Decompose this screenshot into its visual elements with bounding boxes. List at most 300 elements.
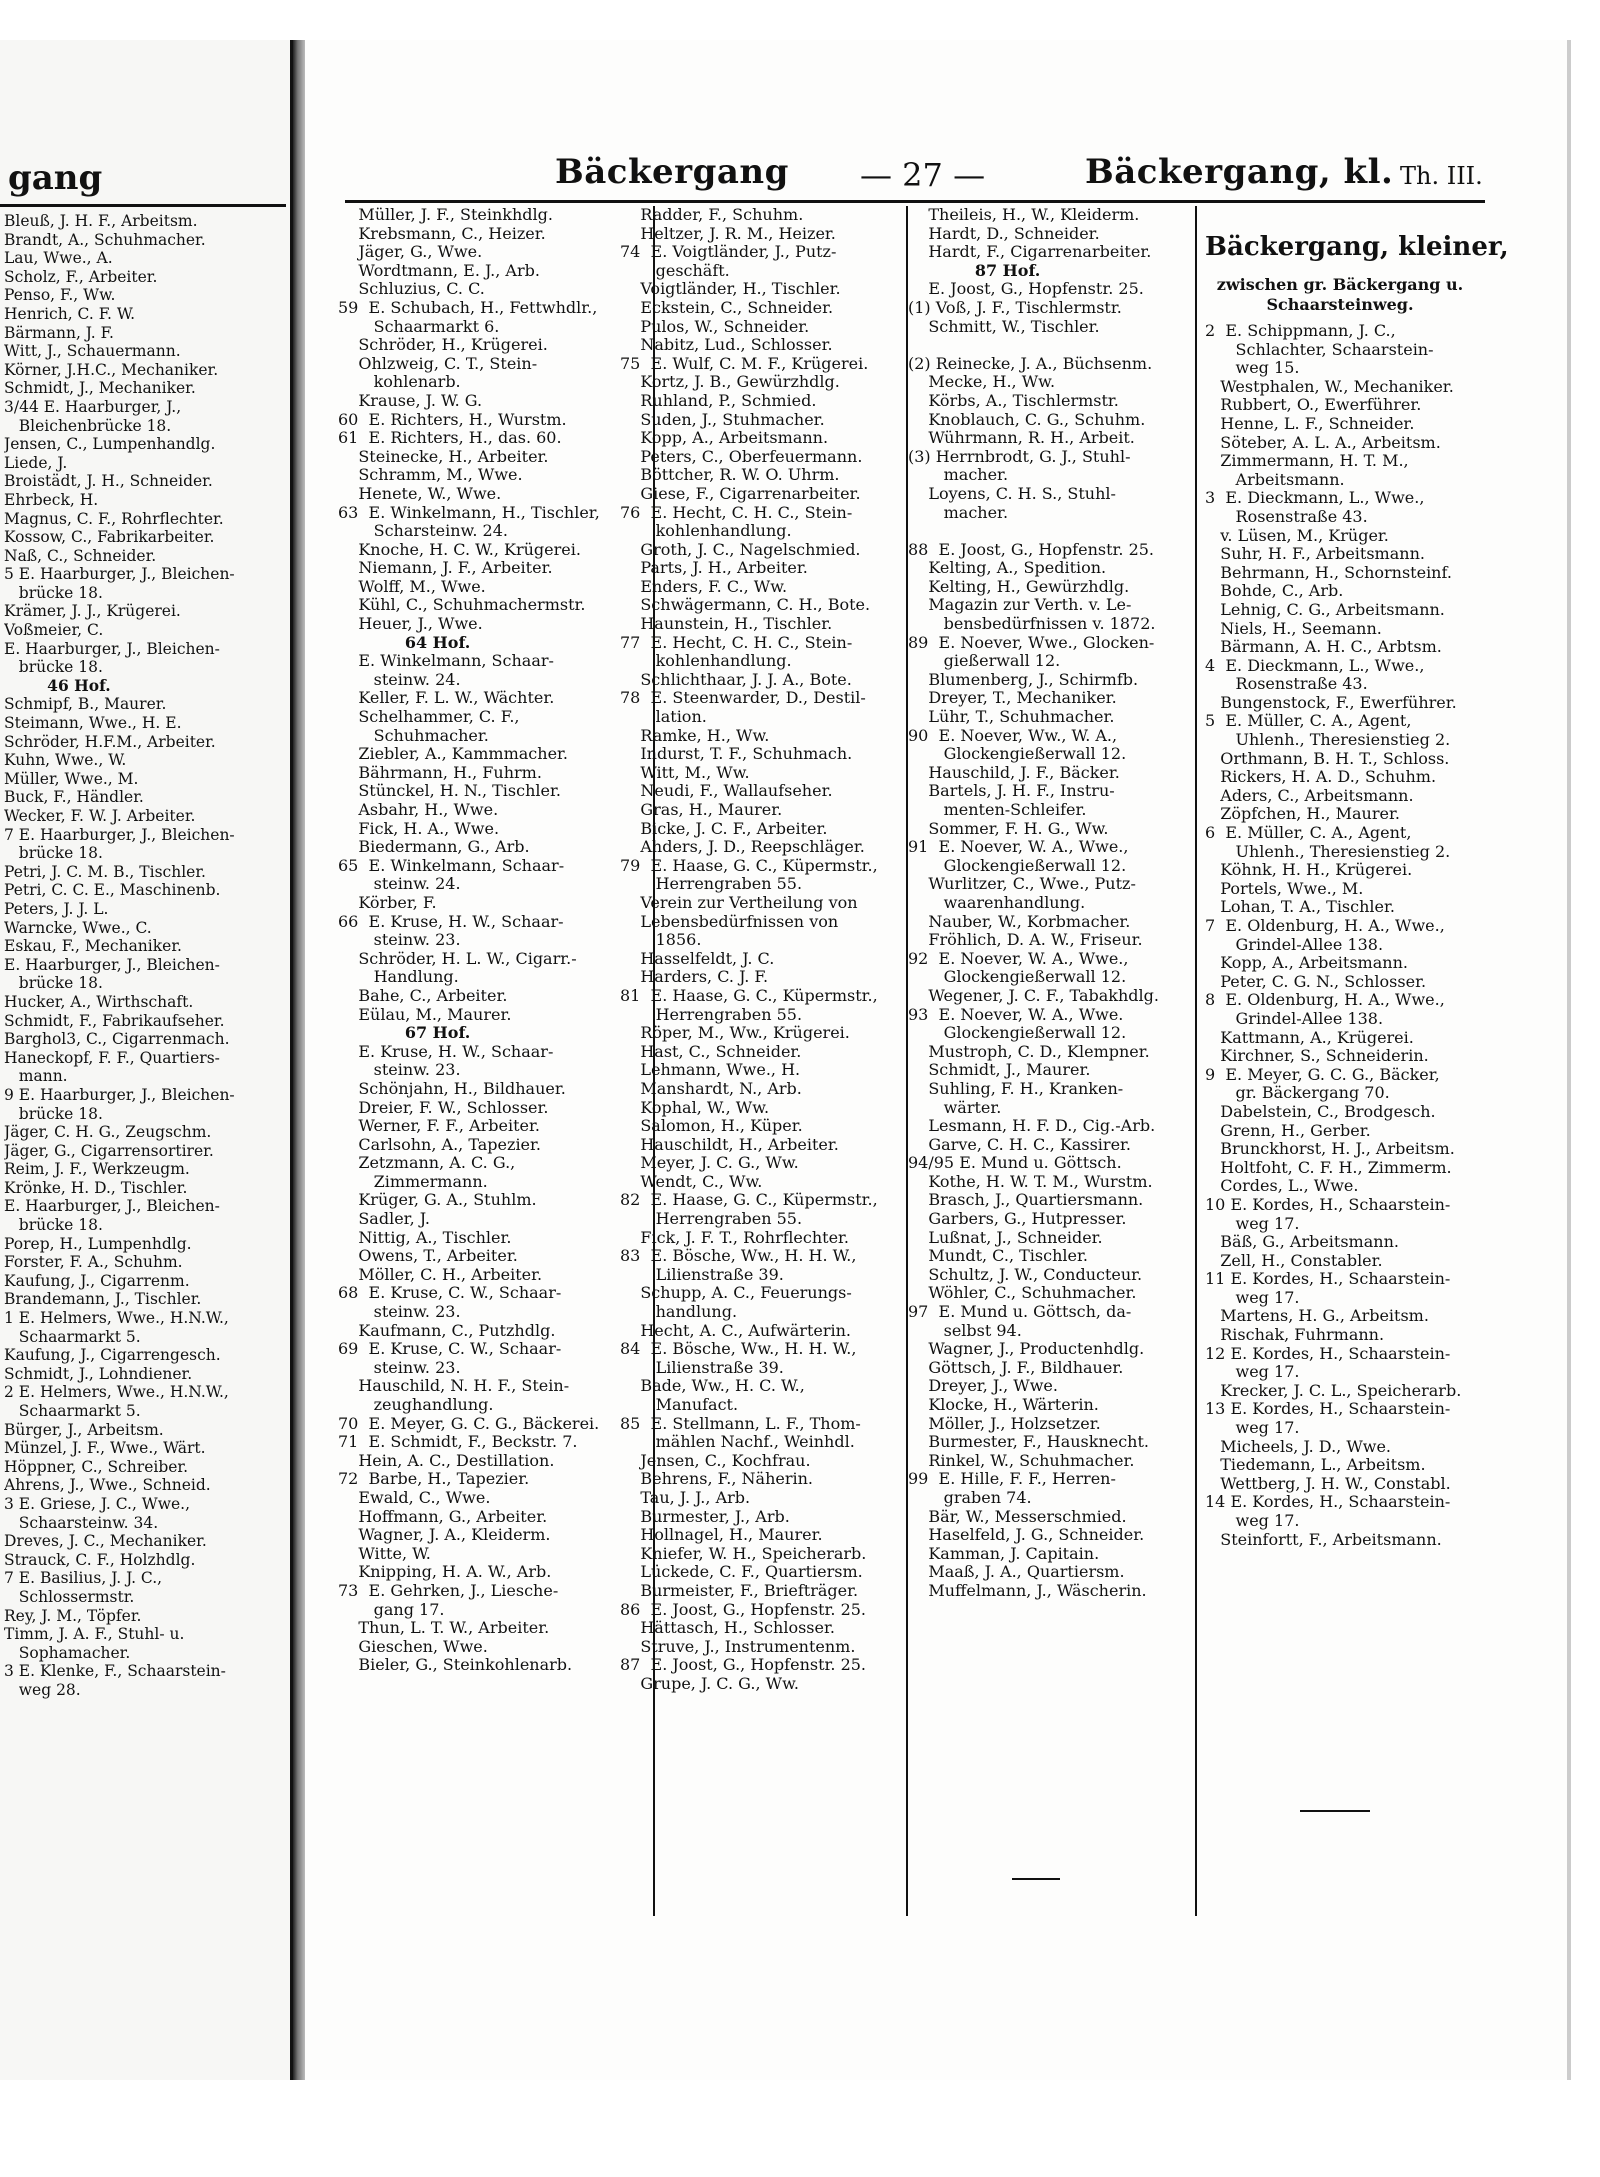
directory-entry: 69 E. Kruse, C. W., Schaar-	[338, 1339, 562, 1359]
directory-entry: Forster, F. A., Schuhm.	[4, 1253, 183, 1272]
directory-entry: Pulos, W., Schneider.	[620, 316, 810, 336]
directory-entry: Kamman, J. Capitain.	[908, 1543, 1100, 1563]
directory-entry: Zöpfchen, H., Maurer.	[1205, 804, 1400, 824]
directory-entry: 3 E. Dieckmann, L., Wwe.,	[1205, 488, 1425, 508]
directory-entry: Mustroph, C. D., Klempner.	[908, 1041, 1150, 1061]
directory-entry: Bleuß, J. H. F., Arbeitsm.	[4, 212, 198, 230]
directory-entry: 87 E. Joost, G., Hopfenstr. 25.	[620, 1655, 867, 1675]
directory-entry: Bieler, G., Steinkohlenarb.	[338, 1655, 573, 1675]
directory-entry: Jensen, C., Kochfrau.	[620, 1450, 811, 1470]
directory-entry: Schaarmarkt 6.	[338, 316, 500, 336]
directory-entry: 84 E. Bösche, Ww., H. H. W.,	[620, 1339, 857, 1359]
directory-entry: Schluzius, C. C.	[338, 279, 485, 299]
directory-entry: Bicke, J. C. F., Arbeiter.	[620, 818, 828, 838]
directory-entry: Körbs, A., Tischlermstr.	[908, 390, 1119, 410]
directory-entry: Grindel-Allee 138.	[1205, 934, 1384, 954]
directory-entry: 90 E. Noever, Ww., W. A.,	[908, 725, 1118, 745]
directory-entry: Behrmann, H., Schornsteinf.	[1205, 562, 1452, 582]
page-number: — 27 —	[860, 156, 986, 194]
previous-page-column	[4, 212, 286, 1700]
directory-entry: 68 E. Kruse, C. W., Schaar-	[338, 1283, 562, 1303]
directory-entry: gr. Bäckergang 70.	[1205, 1083, 1390, 1103]
directory-entry: Kelting, H., Gewürzhdlg.	[908, 576, 1130, 596]
header-rule	[345, 200, 1485, 203]
right-street-heading: Bäckergang, kl.	[1085, 152, 1394, 192]
directory-entry: Buck, F., Händler.	[4, 788, 144, 807]
directory-entry: Lohan, T. A., Tischler.	[1205, 897, 1395, 917]
directory-entry: Fröhlich, D. A. W., Friseur.	[908, 930, 1143, 950]
directory-entry: 87 Hof.	[908, 260, 1041, 280]
directory-entry: Bohde, C., Arb.	[1205, 581, 1344, 601]
directory-entry: Hein, A. C., Destillation.	[338, 1450, 555, 1470]
previous-page-header-rule	[0, 204, 286, 207]
directory-entry: Ahrens, J., Wwe., Schneid.	[4, 1476, 211, 1495]
directory-entry: Nittig, A., Tischler.	[338, 1227, 512, 1247]
directory-entry: kohlenhandlung.	[620, 521, 792, 541]
directory-entry: Handlung.	[338, 967, 459, 987]
directory-entry: Hecht, A. C., Aufwärterin.	[620, 1320, 852, 1340]
directory-entry: Schlossermstr.	[4, 1587, 135, 1606]
directory-entry: Rey, J. M., Töpfer.	[4, 1606, 142, 1625]
directory-entry: Zetzmann, A. C. G.,	[338, 1153, 516, 1173]
directory-entry: 4 E. Dieckmann, L., Wwe.,	[1205, 655, 1425, 675]
street-subtitle	[1205, 275, 1475, 315]
directory-entry: Krecker, J. C. L., Speicherarb.	[1205, 1380, 1462, 1400]
directory-entry: macher.	[908, 465, 1009, 485]
directory-entry: zeughandlung.	[338, 1395, 494, 1414]
directory-entry: 2 E. Helmers, Wwe., H.N.W.,	[4, 1383, 229, 1402]
directory-entry: weg 28.	[4, 1680, 81, 1699]
directory-entry: Jäger, G., Cigarrensortirer.	[4, 1141, 214, 1160]
directory-entry: Haselfeld, J. G., Schneider.	[908, 1525, 1145, 1545]
directory-entry: Jäger, C. H. G., Zeugschm.	[4, 1123, 212, 1142]
directory-entry: Kirchner, S., Schneiderin.	[1205, 1046, 1429, 1066]
directory-entry: Knoche, H. C. W., Krügerei.	[338, 539, 581, 559]
previous-page	[0, 40, 290, 2080]
directory-entry: Zimmermann.	[338, 1171, 488, 1191]
directory-entry: Schröder, H., Krügerei.	[338, 335, 548, 355]
directory-entry: 1 E. Helmers, Wwe., H.N.W.,	[4, 1309, 229, 1328]
left-street-heading: Bäckergang	[555, 152, 789, 192]
directory-entry: Peters, C., Oberfeuermann.	[620, 446, 863, 466]
directory-entry: Verein zur Vertheilung von	[620, 892, 858, 912]
directory-entry: Körber, F.	[338, 892, 437, 912]
directory-entry: Peter, C. G. N., Schlosser.	[1205, 971, 1427, 991]
directory-entry: Henne, L. F., Schneider.	[1205, 413, 1415, 433]
directory-entry: Wolff, M., Wwe.	[338, 576, 486, 596]
directory-entry: Kelting, A., Spedition.	[908, 558, 1107, 578]
directory-entry: Neudi, F., Wallaufseher.	[620, 781, 833, 801]
directory-entry: Brasch, J., Quartiersmann.	[908, 1190, 1144, 1210]
directory-entry: 9 E. Haarburger, J., Bleichen-	[4, 1085, 235, 1104]
directory-entry: Enders, F. C., Ww.	[620, 576, 788, 596]
directory-entry: 94/95 E. Mund u. Göttsch.	[908, 1153, 1122, 1173]
directory-entry: Kopp, A., Arbeitsmann.	[1205, 953, 1408, 973]
directory-entry: Kophal, W., Ww.	[620, 1097, 770, 1117]
directory-entry: Biedermann, G., Arb.	[338, 837, 530, 857]
directory-entry: Schlichthaar, J. J. A., Bote.	[620, 669, 852, 689]
directory-entry: Kühl, C., Schuhmachermstr.	[338, 595, 586, 615]
directory-entry: mählen Nachf., Weinhdl.	[620, 1432, 855, 1452]
directory-entry: handlung.	[620, 1302, 738, 1322]
directory-entry: Hollnagel, H., Maurer.	[620, 1525, 823, 1545]
directory-entry: Hardt, F., Cigarrenarbeiter.	[908, 242, 1152, 262]
directory-entry: Schmitt, W., Tischler.	[908, 316, 1100, 336]
directory-entry: 59 E. Schubach, H., Fettwhdlr.,	[338, 297, 598, 317]
directory-entry	[908, 336, 1193, 355]
directory-entry: geschäft.	[620, 260, 730, 280]
directory-entry: Brandemann, J., Tischler.	[4, 1290, 202, 1309]
directory-entry: Göttsch, J. F., Bildhauer.	[908, 1357, 1124, 1377]
directory-entry: weg 15.	[1205, 358, 1300, 378]
directory-entry: 61 E. Richters, H., das. 60.	[338, 428, 562, 448]
directory-entry: Carlsohn, A., Tapezier.	[338, 1134, 541, 1154]
directory-entry: Schultz, J. W., Conducteur.	[908, 1264, 1143, 1284]
directory-entry: 3 E. Griese, J. C., Wwe.,	[4, 1494, 191, 1513]
directory-entry: Maaß, J. A., Quartiersm.	[908, 1562, 1125, 1582]
directory-entry: Holtfoht, C. F. H., Zimmerm.	[1205, 1157, 1452, 1177]
directory-entry: Gieschen, Wwe.	[338, 1636, 488, 1656]
directory-entry: Fick, H. A., Wwe.	[338, 818, 500, 838]
directory-entry: 99 E. Hille, F. F., Herren-	[908, 1469, 1116, 1489]
column-divider-3	[1195, 206, 1197, 1916]
directory-entry: Röper, M., Ww., Krügerei.	[620, 1023, 850, 1043]
directory-entry: Wecker, F. W. J. Arbeiter.	[4, 807, 196, 825]
directory-entry: Glockengießerwall 12.	[908, 1023, 1127, 1043]
directory-entry: Blumenberg, J., Schirmfb.	[908, 669, 1139, 689]
directory-entry: Wendt, C., Ww.	[620, 1171, 763, 1191]
volume-label: Th. III.	[1400, 162, 1483, 190]
directory-entry: Eskau, F., Mechaniker.	[4, 937, 182, 956]
directory-entry: Eülau, M., Maurer.	[338, 1004, 512, 1024]
directory-entry: Liede, J.	[4, 453, 68, 472]
directory-entry: weg 17.	[1205, 1511, 1300, 1530]
directory-entry: Wöhler, C., Schuhmacher.	[908, 1283, 1137, 1303]
directory-entry: 13 E. Kordes, H., Schaarstein-	[1205, 1399, 1451, 1419]
directory-entry: Brandt, A., Schuhmacher.	[4, 230, 206, 249]
directory-entry: Thun, L. T. W., Arbeiter.	[338, 1618, 550, 1638]
directory-entry: Burmeister, F., Briefträger.	[620, 1580, 859, 1600]
directory-entry: 3 E. Klenke, F., Schaarstein-	[4, 1662, 226, 1681]
directory-entry: Strauck, C. F., Holzhdlg.	[4, 1550, 196, 1569]
directory-entry: Schönjahn, H., Bildhauer.	[338, 1078, 566, 1098]
directory-entry: 74 E. Voigtländer, J., Putz-	[620, 242, 837, 262]
directory-entry: 72 Barbe, H., Tapezier.	[338, 1469, 530, 1489]
directory-entry: Henete, W., Wwe.	[338, 483, 502, 503]
directory-entry: Heltzer, J. R. M., Heizer.	[620, 223, 836, 243]
directory-entry: Hauschildt, H., Arbeiter.	[620, 1134, 839, 1154]
directory-entry: Wagner, J., Productenhdlg.	[908, 1339, 1145, 1359]
directory-entry: Sadler, J.	[338, 1209, 430, 1229]
directory-entry: Aders, C., Arbeitsmann.	[1205, 785, 1414, 805]
directory-entry: Bär, W., Messerschmied.	[908, 1506, 1127, 1526]
directory-entry: Lilienstraße 39.	[620, 1264, 784, 1284]
directory-entry: gießerwall 12.	[908, 651, 1061, 671]
directory-entry: selbst 94.	[908, 1320, 1022, 1340]
directory-entry: Möller, C. H., Arbeiter.	[338, 1264, 543, 1284]
directory-entry: Bärmann, A. H. C., Arbtsm.	[1205, 637, 1442, 657]
directory-entry: Tiedemann, L., Arbeitsm.	[1205, 1455, 1426, 1475]
directory-entry: Haneckopf, F. F., Quartiers-	[4, 1048, 220, 1067]
directory-entry: steinw. 23.	[338, 1060, 461, 1080]
column-1	[338, 206, 650, 1675]
directory-entry: Ehrbeck, H.	[4, 490, 99, 509]
column-3	[908, 206, 1193, 1601]
directory-entry: Rosenstraße 43.	[1205, 506, 1368, 526]
directory-entry: Köhnk, H. H., Krügerei.	[1205, 860, 1413, 880]
column-end-rule-4	[1300, 1810, 1370, 1812]
directory-entry: Wettberg, J. H. W., Constabl.	[1205, 1473, 1451, 1493]
directory-entry: 14 E. Kordes, H., Schaarstein-	[1205, 1492, 1451, 1512]
directory-entry: Kniefer, W. H., Speicherarb.	[620, 1543, 867, 1563]
directory-entry: kohlenhandlung.	[620, 651, 792, 671]
column-4	[1205, 322, 1490, 1549]
directory-entry: Henrich, C. F. W.	[4, 304, 136, 323]
directory-entry: Bartels, J. H. F., Instru-	[908, 781, 1115, 801]
directory-entry: Groth, J. C., Nagelschmied.	[620, 539, 861, 559]
directory-entry: Krebsmann, C., Heizer.	[338, 223, 546, 243]
directory-entry: Manufact.	[620, 1395, 739, 1414]
directory-entry: lation.	[620, 707, 707, 727]
directory-entry: Lückede, C. F., Quartiersm.	[620, 1562, 863, 1582]
street-title-kleiner-baeckergang: Bäckergang, kleiner,	[1205, 232, 1509, 262]
directory-entry: Hasselfeldt, J. C.	[620, 948, 775, 968]
directory-entry: Radder, F., Schuhm.	[620, 206, 804, 224]
directory-entry: Werner, F. F., Arbeiter.	[338, 1116, 540, 1136]
directory-entry: 85 E. Stellmann, L. F., Thom-	[620, 1413, 861, 1433]
directory-entry: 60 E. Richters, H., Wurstm.	[338, 409, 567, 429]
directory-entry: 11 E. Kordes, H., Schaarstein-	[1205, 1269, 1451, 1289]
directory-entry: Uhlenh., Theresienstieg 2.	[1205, 730, 1451, 750]
directory-entry: E. Haarburger, J., Bleichen-	[4, 955, 220, 974]
directory-entry: Lau, Wwe., A.	[4, 249, 113, 268]
directory-entry: Dabelstein, C., Brodgesch.	[1205, 1101, 1436, 1121]
directory-entry: 5 E. Müller, C. A., Agent,	[1205, 711, 1412, 731]
directory-entry: Wagner, J. A., Kleiderm.	[338, 1525, 551, 1545]
directory-entry: 86 E. Joost, G., Hopfenstr. 25.	[620, 1599, 867, 1619]
directory-entry: 10 E. Kordes, H., Schaarstein-	[1205, 1194, 1451, 1214]
directory-entry: 66 E. Kruse, H. W., Schaar-	[338, 911, 564, 931]
directory-entry: Harders, C. J. F.	[620, 967, 769, 987]
directory-entry: 70 E. Meyer, G. C. G., Bäckerei.	[338, 1413, 600, 1433]
directory-entry: macher.	[908, 502, 1009, 522]
directory-entry: Hardt, D., Schneider.	[908, 223, 1100, 243]
directory-entry: Bäß, G., Arbeitsmann.	[1205, 1232, 1399, 1252]
directory-entry: Uhlenh., Theresienstieg 2.	[1205, 841, 1451, 861]
directory-entry: mann.	[4, 1067, 68, 1086]
directory-entry: Rosenstraße 43.	[1205, 674, 1368, 694]
street-subtitle-line-2: Schaarsteinweg.	[1266, 295, 1414, 314]
directory-entry: 93 E. Noever, W. A., Wwe.	[908, 1004, 1124, 1024]
directory-entry: Giese, F., Cigarrenarbeiter.	[620, 483, 861, 503]
directory-entry: brücke 18.	[4, 658, 103, 677]
directory-entry: bensbedürfnissen v. 1872.	[908, 614, 1156, 634]
directory-entry: Rinkel, W., Schuhmacher.	[908, 1450, 1135, 1470]
directory-entry: Penso, F., Ww.	[4, 286, 116, 305]
directory-entry: menten-Schleifer.	[908, 800, 1087, 819]
directory-entry: Magazin zur Verth. v. Le-	[908, 595, 1132, 615]
directory-entry: Schmidt, J., Lohndiener.	[4, 1364, 193, 1383]
directory-entry: Behrens, F., Näherin.	[620, 1469, 814, 1489]
directory-entry: Schelhammer, C. F.,	[338, 707, 520, 727]
directory-entry: Kaufung, J., Cigarrengesch.	[4, 1346, 221, 1365]
column-end-rule-2	[1012, 1878, 1060, 1880]
directory-entry: 1856.	[620, 930, 702, 950]
directory-entry: brücke 18.	[4, 583, 103, 602]
directory-entry: Schupp, A. C., Feuerungs-	[620, 1283, 852, 1303]
directory-entry: Glockengießerwall 12.	[908, 855, 1127, 875]
directory-entry: waarenhandlung.	[908, 892, 1086, 912]
directory-entry: Schröder, H.F.M., Arbeiter.	[4, 732, 216, 751]
directory-entry: Bungenstock, F., Ewerführer.	[1205, 692, 1457, 712]
directory-entry: Rubbert, O., Ewerführer.	[1205, 395, 1422, 415]
directory-entry: Wührmann, R. H., Arbeit.	[908, 428, 1135, 448]
directory-entry: 63 E. Winkelmann, H., Tischler,	[338, 502, 600, 522]
directory-entry: Mundt, C., Tischler.	[908, 1246, 1088, 1266]
directory-entry: Westphalen, W., Mechaniker.	[1205, 376, 1454, 396]
directory-entry: 3/44 E. Haarburger, J.,	[4, 397, 182, 416]
directory-entry: E. Haarburger, J., Bleichen-	[4, 639, 220, 658]
directory-entry: Porep, H., Lumpenhdlg.	[4, 1234, 192, 1253]
directory-entry: Voßmeier, C.	[4, 621, 104, 640]
directory-entry: Salomon, H., Küper.	[620, 1116, 803, 1136]
directory-entry: Scholz, F., Arbeiter.	[4, 267, 158, 286]
directory-entry: Herrengraben 55.	[620, 1209, 803, 1229]
directory-entry: 9 E. Meyer, G. C. G., Bäcker,	[1205, 1064, 1440, 1084]
directory-entry: Herrengraben 55.	[620, 1004, 803, 1024]
directory-entry: Zimmermann, H. T. M.,	[1205, 451, 1409, 471]
directory-entry: weg 17.	[1205, 1362, 1300, 1382]
directory-entry: 7 E. Basilius, J. J. C.,	[4, 1569, 163, 1588]
directory-entry: Arbeitsmann.	[1205, 469, 1345, 489]
directory-entry: Suden, J., Stuhmacher.	[620, 409, 825, 429]
directory-entry: Lehmann, Wwe., H.	[620, 1060, 801, 1080]
directory-entry: Lehnig, C. G., Arbeitsmann.	[1205, 599, 1445, 619]
directory-entry: Witt, J., Schauermann.	[4, 342, 181, 361]
directory-entry: Portels, Wwe., M.	[1205, 878, 1364, 898]
directory-entry: weg 17.	[1205, 1418, 1300, 1438]
directory-entry: 5 E. Haarburger, J., Bleichen-	[4, 565, 235, 584]
directory-entry: Kaufung, J., Cigarrenm.	[4, 1271, 190, 1290]
directory-entry: Schmidt, J., Mechaniker.	[4, 379, 196, 398]
directory-entry: Grupe, J. C. G., Ww.	[620, 1673, 799, 1693]
directory-entry: Schmidt, J., Maurer.	[908, 1060, 1091, 1080]
directory-entry: Grenn, H., Gerber.	[1205, 1120, 1371, 1140]
directory-entry: Jensen, C., Lumpenhandlg.	[4, 435, 216, 454]
directory-entry: Asbahr, H., Wwe.	[338, 800, 499, 819]
directory-entry: Orthmann, B. H. T., Schloss.	[1205, 748, 1450, 768]
directory-entry: 97 E. Mund u. Göttsch, da-	[908, 1302, 1132, 1322]
directory-entry: Höppner, C., Schreiber.	[4, 1457, 189, 1476]
directory-entry: Sophamacher.	[4, 1643, 131, 1662]
directory-entry: Martens, H. G., Arbeitsm.	[1205, 1306, 1429, 1326]
directory-entry: Loyens, C. H. S., Stuhl-	[908, 483, 1116, 503]
directory-entry: weg 17.	[1205, 1213, 1300, 1233]
directory-entry: Schmipf, B., Maurer.	[4, 695, 167, 714]
directory-entry: Garbers, G., Hutpresser.	[908, 1209, 1127, 1229]
book-gutter	[293, 40, 305, 2080]
directory-entry: Scharsteinw. 24.	[338, 521, 508, 541]
directory-entry: Magnus, C. F., Rohrflechter.	[4, 509, 224, 528]
directory-entry: Ohlzweig, C. T., Stein-	[338, 353, 538, 373]
directory-entry: Kopp, A., Arbeitsmann.	[620, 428, 829, 448]
directory-entry: Grindel-Allee 138.	[1205, 1008, 1384, 1028]
directory-entry: Knoblauch, C. G., Schuhm.	[908, 409, 1146, 429]
directory-entry: Micheels, J. D., Wwe.	[1205, 1436, 1392, 1456]
directory-entry: brücke 18.	[4, 844, 103, 863]
directory-entry: Schwägermann, C. H., Bote.	[620, 595, 871, 615]
directory-entry: Möller, J., Holzsetzer.	[908, 1413, 1101, 1433]
directory-entry: Niels, H., Seemann.	[1205, 618, 1382, 638]
directory-entry: 7 E. Oldenburg, H. A., Wwe.,	[1205, 916, 1445, 935]
directory-entry: Lilienstraße 39.	[620, 1357, 784, 1377]
directory-entry: Rickers, H. A. D., Schuhm.	[1205, 767, 1437, 787]
directory-entry: Münzel, J. F., Wwe., Wärt.	[4, 1439, 206, 1458]
directory-entry: steinw. 23.	[338, 930, 461, 950]
directory-entry: 92 E. Noever, W. A., Wwe.,	[908, 948, 1129, 968]
directory-entry: Timm, J. A. F., Stuhl- u.	[4, 1625, 185, 1644]
directory-entry: E. Haarburger, J., Bleichen-	[4, 1197, 220, 1216]
directory-entry: Bade, Ww., H. C. W.,	[620, 1376, 805, 1396]
directory-entry: Petri, J. C. M. B., Tischler.	[4, 862, 206, 881]
directory-entry: Owens, T., Arbeiter.	[338, 1246, 518, 1266]
directory-entry: brücke 18.	[4, 1216, 103, 1235]
directory-entry: graben 74.	[908, 1487, 1032, 1507]
directory-entry: 76 E. Hecht, C. H. C., Stein-	[620, 502, 853, 522]
directory-entry: Söteber, A. L. A., Arbeitsm.	[1205, 432, 1441, 452]
directory-entry: Hucker, A., Wirthschaft.	[4, 992, 194, 1011]
directory-entry: Ziebler, A., Kammmacher.	[338, 744, 569, 764]
directory-entry: Nauber, W., Korbmacher.	[908, 911, 1131, 931]
directory-entry: 12 E. Kordes, H., Schaarstein-	[1205, 1343, 1451, 1363]
directory-entry: E. Winkelmann, Schaar-	[338, 651, 554, 671]
directory-entry: Ramke, H., Ww.	[620, 725, 770, 745]
directory-entry: Broistädt, J. H., Schneider.	[4, 472, 213, 491]
directory-entry: 8 E. Oldenburg, H. A., Wwe.,	[1205, 990, 1445, 1010]
directory-entry: Herrengraben 55.	[620, 874, 803, 894]
directory-entry: steinw. 24.	[338, 669, 461, 689]
directory-entry: Schaarsteinw. 34.	[4, 1513, 159, 1532]
directory-entry: 77 E. Hecht, C. H. C., Stein-	[620, 632, 853, 652]
directory-entry: Petri, C. C. E., Maschinenb.	[4, 881, 221, 900]
directory-entry: Witte, W.	[338, 1543, 431, 1563]
directory-entry: 46 Hof.	[4, 675, 111, 695]
directory-entry: Glockengießerwall 12.	[908, 967, 1127, 987]
directory-entry: 71 E. Schmidt, F., Beckstr. 7.	[338, 1432, 578, 1452]
directory-entry: Suhr, H. F., Arbeitsmann.	[1205, 544, 1425, 564]
directory-entry: Hast, C., Schneider.	[620, 1041, 802, 1061]
directory-entry: Kattmann, A., Krügerei.	[1205, 1027, 1414, 1047]
directory-entry: Schuhmacher.	[338, 725, 489, 745]
directory-entry: Lußnat, J., Schneider.	[908, 1227, 1103, 1247]
directory-entry: Ruhland, P., Schmied.	[620, 390, 817, 410]
directory-entry: wärter.	[908, 1097, 1002, 1117]
directory-entry: Hauschild, N. H. F., Stein-	[338, 1376, 570, 1396]
directory-entry: brücke 18.	[4, 974, 103, 993]
directory-entry: weg 17.	[1205, 1287, 1300, 1307]
directory-entry: Schaarmarkt 5.	[4, 1327, 141, 1346]
directory-entry: gang 17.	[338, 1599, 445, 1619]
directory-entry: 82 E. Haase, G. C., Küpermstr.,	[620, 1190, 878, 1210]
directory-entry: Peters, J. J. L.	[4, 899, 109, 918]
directory-entry: Warncke, Wwe., C.	[4, 918, 152, 937]
directory-entry: (1) Voß, J. F., Tischlermstr.	[908, 297, 1122, 317]
directory-entry: Hoffmann, G., Arbeiter.	[338, 1506, 548, 1526]
directory-entry: Theileis, H., W., Kleiderm.	[908, 206, 1140, 224]
directory-entry: 64 Hof.	[338, 632, 471, 652]
directory-entry: 83 E. Bösche, Ww., H. H. W.,	[620, 1246, 857, 1266]
directory-entry: Tau, J. J., Arb.	[620, 1487, 751, 1507]
